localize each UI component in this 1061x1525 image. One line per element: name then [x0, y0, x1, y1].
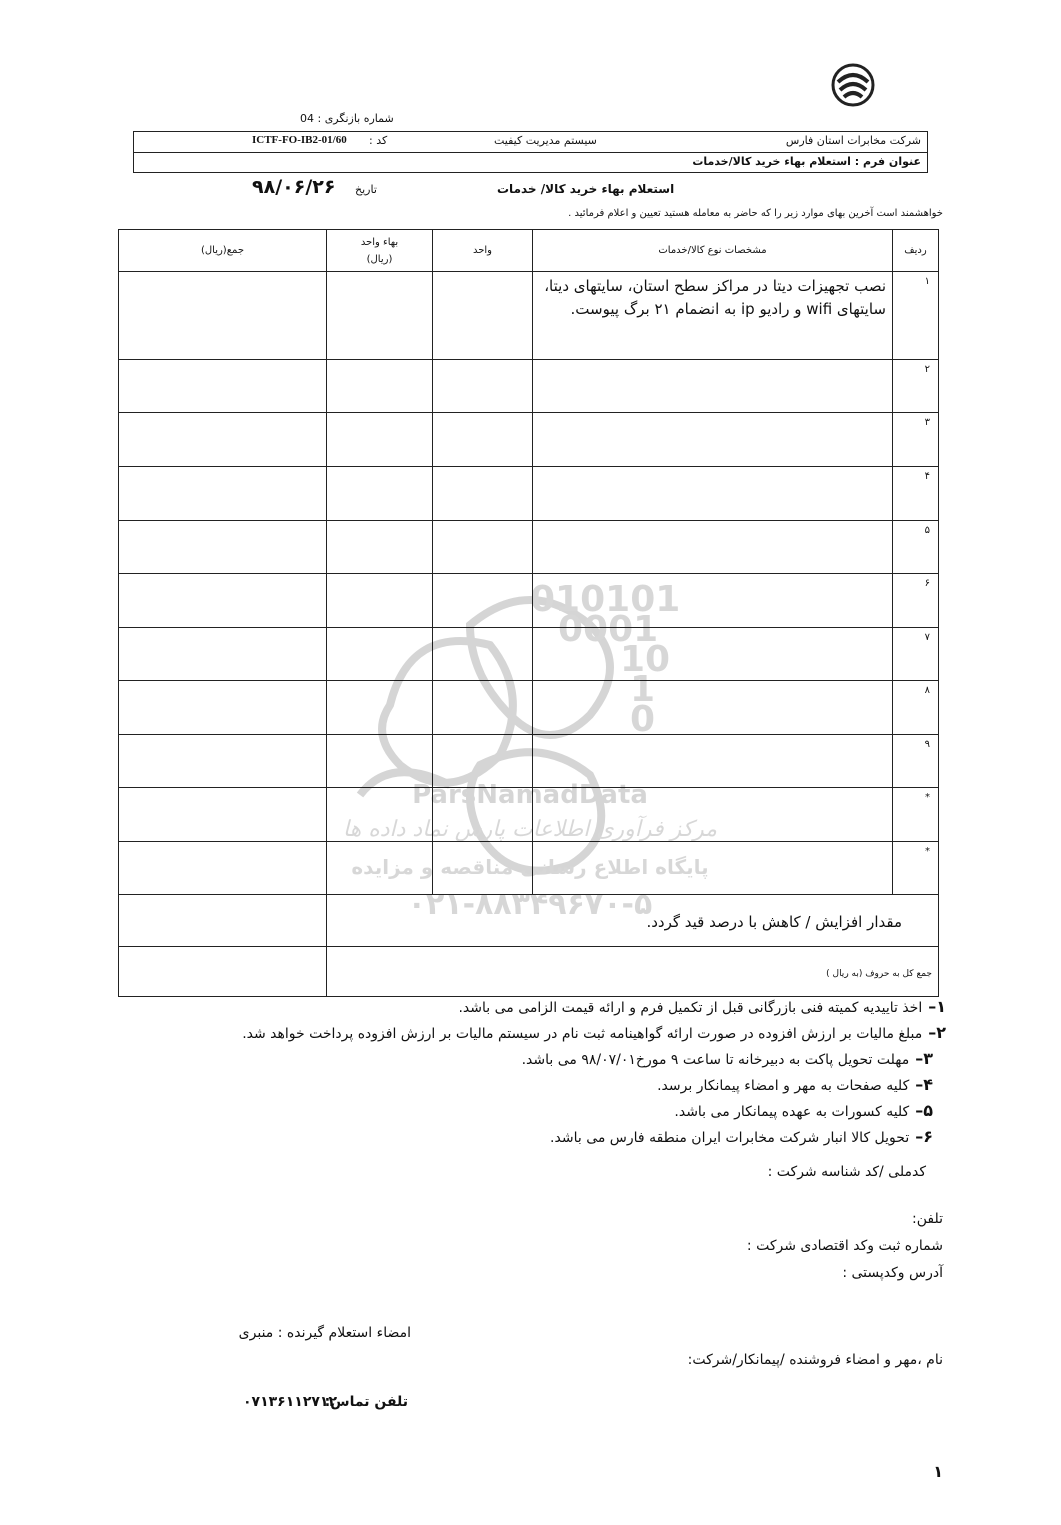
row-number: *	[893, 788, 939, 842]
total-cell[interactable]	[119, 735, 327, 788]
grand-total-cell[interactable]	[119, 947, 327, 997]
total-cell[interactable]	[119, 628, 327, 681]
total-cell[interactable]	[119, 681, 327, 735]
description-cell[interactable]	[533, 574, 893, 628]
watermark-subtitle: پایگاه اطلاع رسانی مناقصه و مزایده	[351, 855, 709, 879]
table-row	[119, 272, 939, 360]
phone-field: تلفن:	[912, 1211, 943, 1227]
list-item: ۴–کلیه صفحات به مهر و امضاء پیمانکار برسد.	[657, 1075, 933, 1094]
total-cell[interactable]	[119, 360, 327, 413]
code-value: ICTF-FO-IB2-01/60	[252, 134, 347, 146]
table-row	[119, 628, 939, 681]
unit-price-cell[interactable]	[327, 842, 433, 895]
col-header-total: جمع(ریال)	[119, 230, 327, 272]
col-header-row: ردیف	[893, 230, 939, 272]
unit-cell[interactable]	[433, 735, 533, 788]
contact-phone-value: ۰۷۱۳۶۱۱۲۷۱۲	[243, 1394, 337, 1410]
quality-system-label: سیستم مدیریت کیفیت	[494, 134, 597, 147]
table-row	[119, 735, 939, 788]
unit-cell[interactable]	[433, 413, 533, 467]
description-cell[interactable]	[533, 628, 893, 681]
watermark-binary: 010101 0001 10 1 0	[530, 579, 681, 740]
total-cell[interactable]	[119, 574, 327, 628]
total-in-words-label: جمع کل به حروف (به ریال )	[327, 947, 939, 997]
table-header-row	[119, 230, 939, 272]
total-cell[interactable]	[119, 842, 327, 895]
description-cell[interactable]	[533, 735, 893, 788]
list-item: ۲–مبلغ مالیات بر ارزش افزوده در صورت ارائه گواهینامه ثبت نام در سیستم مالیات بر ارزش افزوده پرداخت خواهد شد.	[242, 1023, 946, 1042]
seller-signature: نام ،مهر و امضاء فروشنده /پیمانکار/شرکت:	[687, 1352, 943, 1368]
table-row	[119, 788, 939, 842]
list-item: ۶–تحویل کالا انبار شرکت مخابرات ایران منطقه فارس می باشد.	[550, 1127, 933, 1146]
watermark-phone: ۰۲۱-۸۸۳۴۹۶۷۰-۵	[407, 887, 653, 922]
watermark-tagline: مرکز فرآوری اطلاعات پارس نماد داده ها	[342, 817, 718, 842]
list-item: ۵–کلیه کسورات به عهده پیمانکار می باشد.	[674, 1101, 933, 1120]
unit-cell[interactable]	[433, 681, 533, 735]
total-cell[interactable]	[119, 272, 327, 360]
intro-text: خواهشمند است آخرین بهای موارد زیر را که حاضر به معامله هستید تعیین و اعلام فرمائید .	[568, 208, 943, 219]
unit-price-cell[interactable]	[327, 467, 433, 521]
description-cell: نصب تجهیزات دیتا در مراکز سطح استان، سایتهای دیتا، سایتهای wifi و رادیو ip به انضمام ۲۱ برگ پیوست.	[533, 272, 893, 360]
unit-price-cell[interactable]	[327, 735, 433, 788]
unit-cell[interactable]	[433, 574, 533, 628]
description-cell[interactable]	[533, 842, 893, 895]
table-row	[119, 681, 939, 735]
inquiry-title: استعلام بهاء خرید کالا/ خدمات	[497, 182, 675, 196]
percent-row	[119, 895, 939, 947]
table-row	[119, 842, 939, 895]
unit-price-cell[interactable]	[327, 628, 433, 681]
row-number: *	[893, 842, 939, 895]
code-label: کد :	[369, 134, 388, 147]
row-number: ۷	[893, 628, 939, 681]
percent-note: مقدار افزایش / کاهش با درصد قید گردد.	[327, 895, 939, 947]
national-id-field: کدملی /کد شناسه شرکت :	[767, 1164, 926, 1180]
unit-cell[interactable]	[433, 521, 533, 574]
unit-price-cell[interactable]	[327, 272, 433, 360]
unit-cell[interactable]	[433, 467, 533, 521]
list-item: ۳–مهلت تحویل پاکت به دبیرخانه تا ساعت ۹ مورخ۹۸/۰۷/۰۱ می باشد.	[521, 1049, 933, 1068]
unit-price-cell[interactable]	[327, 574, 433, 628]
total-cell[interactable]	[119, 895, 327, 947]
row-number: ۸	[893, 681, 939, 735]
row-number: ۱	[893, 272, 939, 360]
form-header	[133, 131, 928, 173]
table-row	[119, 413, 939, 467]
table-row	[119, 467, 939, 521]
unit-price-cell[interactable]	[327, 681, 433, 735]
unit-cell[interactable]	[433, 360, 533, 413]
unit-price-cell[interactable]	[327, 360, 433, 413]
col-header-unit-price: بهاء واحد (ریال)	[327, 230, 433, 272]
table-row	[119, 521, 939, 574]
unit-price-cell[interactable]	[327, 788, 433, 842]
row-number: ۶	[893, 574, 939, 628]
unit-price-cell[interactable]	[327, 413, 433, 467]
registration-field: شماره ثبت وکد اقتصادی شرکت :	[746, 1238, 943, 1254]
company-logo-icon	[830, 62, 876, 108]
unit-cell[interactable]	[433, 842, 533, 895]
company-name: شرکت مخابرات استان فارس	[785, 134, 921, 147]
description-cell[interactable]	[533, 467, 893, 521]
row-number: ۹	[893, 735, 939, 788]
contact-phone-label: تلفن تماس:	[324, 1394, 408, 1410]
items-table	[118, 229, 939, 997]
form-title: عنوان فرم : استعلام بهاء خرید کالا/خدمات	[692, 155, 921, 168]
description-cell[interactable]	[533, 413, 893, 467]
description-cell[interactable]	[533, 788, 893, 842]
unit-cell[interactable]	[433, 788, 533, 842]
description-cell[interactable]	[533, 360, 893, 413]
row-number: ۲	[893, 360, 939, 413]
revision-number: شماره بازنگری : 04	[300, 112, 394, 125]
date-label: تاریخ	[355, 183, 377, 196]
total-cell[interactable]	[119, 467, 327, 521]
description-cell[interactable]	[533, 521, 893, 574]
total-words-row	[119, 947, 939, 997]
row-number: ۵	[893, 521, 939, 574]
notes-list	[146, 994, 946, 1150]
address-field: آدرس وکدپستی :	[842, 1265, 943, 1281]
total-cell[interactable]	[119, 788, 327, 842]
col-header-unit: واحد	[433, 230, 533, 272]
watermark-brand: ParsNamadData	[412, 780, 648, 810]
list-item: ۱–اخذ تاییدیه کمیته فنی بازرگانی قبل از تکمیل فرم و ارائه قیمت الزامی می باشد.	[458, 997, 946, 1016]
unit-price-cell[interactable]	[327, 521, 433, 574]
table-row	[119, 360, 939, 413]
total-cell[interactable]	[119, 521, 327, 574]
total-cell[interactable]	[119, 413, 327, 467]
unit-cell[interactable]	[433, 272, 533, 360]
row-number: ۴	[893, 467, 939, 521]
table-row	[119, 574, 939, 628]
inquirer-signature: امضاء استعلام گیرنده : منبری	[238, 1325, 411, 1341]
row-number: ۳	[893, 413, 939, 467]
page-number: ۱	[933, 1462, 943, 1481]
description-cell[interactable]	[533, 681, 893, 735]
date-value: ۹۸/۰۶/۲۶	[252, 176, 336, 198]
col-header-description: مشخصات نوع کالا/خدمات	[533, 230, 893, 272]
unit-cell[interactable]	[433, 628, 533, 681]
